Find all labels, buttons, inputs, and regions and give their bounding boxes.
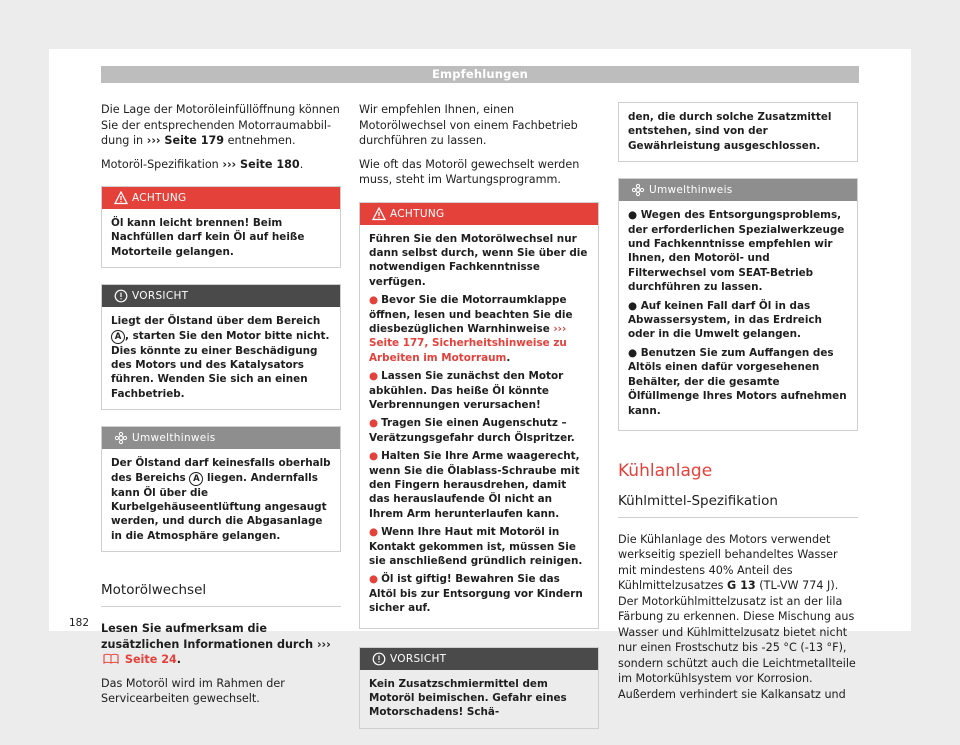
caution-title: VORSICHT: [132, 290, 189, 303]
caution-text: Kein Zusatzschmiermittel dem Motoröl beimischen. Gefahr eines Motorschadens! Schä-: [369, 677, 567, 719]
text: entnehmen.: [224, 134, 296, 147]
text: Liegt der Ölstand über dem Bereich: [111, 315, 321, 328]
paragraph-oil-spec: [101, 157, 341, 173]
environment-title: Umwelthinweis: [649, 184, 733, 197]
column-right: [618, 102, 858, 710]
text: Die Lage der Motoröleinfüllöffnung können Sie der entsprechenden Motorraumabbildung in: [101, 103, 340, 147]
bullet-dot: ●: [369, 526, 379, 539]
manual-page: [49, 49, 911, 719]
caution-box-header: [102, 285, 340, 307]
paragraph-coolant: [618, 532, 858, 703]
warning-box-header: [102, 187, 340, 209]
column-left: [101, 102, 341, 715]
paragraph-frequency: Wie oft das Motoröl gewechselt werden muss, steht im Wartungsprogramm.: [359, 157, 580, 186]
bullet-dot: ●: [369, 573, 379, 586]
environment-box: [101, 426, 341, 552]
caution-title: VORSICHT: [390, 652, 447, 665]
paragraph-additional-info: [101, 621, 341, 668]
text: Wegen des Entsorgungsproblems, der erforderlichen Spezialwerkzeuge und Fachkenntnisse empfehlen wir Ihnen, den Motoröl- und Filterwechsel vom SEAT-Betrieb durchführen zu lassen.: [628, 209, 845, 294]
text: Motoröl-Spezifikation: [101, 157, 219, 171]
list-item: [369, 525, 589, 568]
caution-box-header: [360, 648, 598, 670]
warning-triangle-icon: [114, 191, 128, 205]
coolant-code: G 13: [727, 579, 756, 593]
marker-a: A: [189, 472, 203, 486]
text: Lassen Sie zunächst den Motor abkühlen. Das heiße Öl könnte Verbrennungen verursachen!: [369, 370, 564, 411]
marker-a: A: [111, 330, 125, 344]
caution-circle-icon: [114, 289, 128, 303]
list-item: [369, 416, 589, 445]
caution-continuation-text: den, die durch solche Zusatzmittel entstehen, sind von der Gewährleistung ausgeschlossen.: [628, 111, 832, 152]
paragraph-filler-location: [101, 102, 341, 149]
text: Halten Sie Ihre Arme waagerecht, wenn Sie die Ölablass-Schraube mit den Fingern herausdrehen, damit das herauslaufende Öl nicht an Ihrem Arm herunterlaufen kann.: [369, 450, 580, 520]
page-number: 182: [69, 617, 90, 629]
bullet-dot: ●: [369, 294, 379, 307]
caution-box: [101, 284, 341, 410]
text: Die Kühlanlage des Motors verwendet werkseitig speziell behandeltes Wasser mit mindestens 40% Anteil des Kühlmittelzusatzes: [618, 532, 838, 593]
warning-body: [360, 225, 598, 628]
bullet-dot: ●: [369, 417, 379, 430]
warning-box: [359, 202, 599, 629]
text: Wenn Ihre Haut mit Motoröl in Kontakt gekommen ist, müssen Sie sie anschließend gründlich reinigen.: [369, 526, 583, 568]
text: Lesen Sie aufmerksam die zusätzlichen Informationen durch: [101, 622, 314, 651]
caution-box: [359, 647, 599, 729]
list-item: [628, 208, 848, 294]
text: Tragen Sie einen Augenschutz – Verätzungsgefahr durch Ölspritzer.: [369, 417, 575, 444]
text: Öl ist giftig! Bewahren Sie das Altöl bis zur Entsorgung vor Kindern sicher auf.: [369, 573, 583, 615]
list-item: [369, 572, 589, 615]
environment-flower-icon: [631, 183, 645, 197]
environment-box-header: [102, 427, 340, 449]
text: .: [176, 653, 182, 667]
page-reference-link[interactable]: ››› Seite 177, Sicherheitshinweise zu Arbeiten im Motorraum: [369, 322, 567, 364]
list-item: [369, 293, 589, 365]
bullet-dot: ●: [628, 346, 641, 359]
environment-flower-icon: [114, 431, 128, 445]
bullet-dot: ●: [369, 370, 379, 383]
section-title-coolant-spec: Kühlmittel-Spezifikation: [618, 493, 858, 518]
environment-box: [618, 178, 858, 431]
bullet-dot: ●: [369, 450, 379, 463]
chapter-title-cooling: Kühlanlage: [618, 460, 713, 481]
page-header: Empfehlungen: [101, 66, 859, 83]
list-item: [369, 369, 589, 412]
text: Benutzen Sie zum Auffangen des Altöls einen dafür vorgesehenen Behälter, der die gesamte Ölfüllmenge Ihres Motors aufnehmen kann.: [628, 346, 847, 417]
list-item: [628, 299, 848, 342]
column-middle: [359, 102, 599, 745]
warning-box-header: [360, 203, 598, 225]
warning-text: Öl kann leicht brennen! Beim Nachfüllen darf kein Öl auf heiße Motorteile gelangen.: [111, 217, 305, 258]
text: (TL-VW 774 J). Der Motorkühlmittelzusatz ist an der lila Färbung zu erkennen. Diese Mischung aus Wasser und Kühlmittelzusatz bietet nicht nur einen Frostschutz bis -25 °C (-13 °F), sondern schützt auch die Leichtmetallteile im Motorkühlsystem vor Korrosion. Außerdem verhindert sie Kalkansatz und: [618, 579, 856, 701]
page-reference-link[interactable]: Seite 24: [124, 653, 177, 667]
bullet-dot: ●: [628, 209, 641, 222]
warning-title: ACHTUNG: [390, 207, 445, 220]
paragraph-service: Das Motoröl wird im Rahmen der Servicearbeiten gewechselt.: [101, 676, 285, 706]
caution-text: [102, 307, 340, 409]
paragraph-recommend: Wir empfehlen Ihnen, einen Motorölwechsel von einem Fachbetrieb durchführen zu lassen.: [359, 103, 578, 147]
text: Auf keinen Fall darf Öl in das Abwassersystem, in das Erdreich oder in die Umwelt gelangen.: [628, 299, 822, 341]
warning-box: [101, 186, 341, 268]
text: .: [506, 351, 511, 364]
environment-body: [619, 201, 857, 430]
environment-title: Umwelthinweis: [132, 432, 216, 445]
caution-continuation-box: [618, 102, 858, 162]
bullet-dot: ●: [628, 299, 641, 312]
text: .: [299, 157, 304, 171]
book-icon: [103, 653, 119, 664]
text: liegen. Andernfalls kann Öl über die Kurbelgehäuseentlüftung angesaugt werden, und durch die Abgasanlage in die Atmosphäre gelangen.: [111, 471, 327, 542]
text: Der Ölstand darf keinesfalls oberhalb des Bereichs: [111, 457, 331, 484]
warning-triangle-icon: [372, 207, 386, 221]
list-item: [628, 346, 848, 418]
page-reference-link[interactable]: ››› Seite 180: [222, 157, 300, 171]
section-title-oil-change: Motorölwechsel: [101, 582, 341, 607]
reference-arrows: ›››: [316, 637, 331, 651]
caution-circle-icon: [372, 652, 386, 666]
text: , starten Sie den Motor bitte nicht. Dies könnte zu einer Beschädigung des Motors und des Katalysators führen. Wenden Sie sich an einen Fachbetrieb.: [111, 329, 330, 400]
warning-title: ACHTUNG: [132, 192, 187, 204]
warning-intro: Führen Sie den Motorölwechsel nur dann selbst durch, wenn Sie über die notwendigen Fachkenntnisse verfügen.: [369, 232, 588, 288]
page-reference-link[interactable]: ››› Seite 179: [146, 134, 225, 147]
environment-box-header: [619, 179, 857, 201]
list-item: [369, 449, 589, 521]
environment-text: [102, 449, 340, 551]
text: Bevor Sie die Motorraumklappe öffnen, lesen und beachten Sie die diesbezüglichen Warnhinweise: [369, 294, 573, 335]
